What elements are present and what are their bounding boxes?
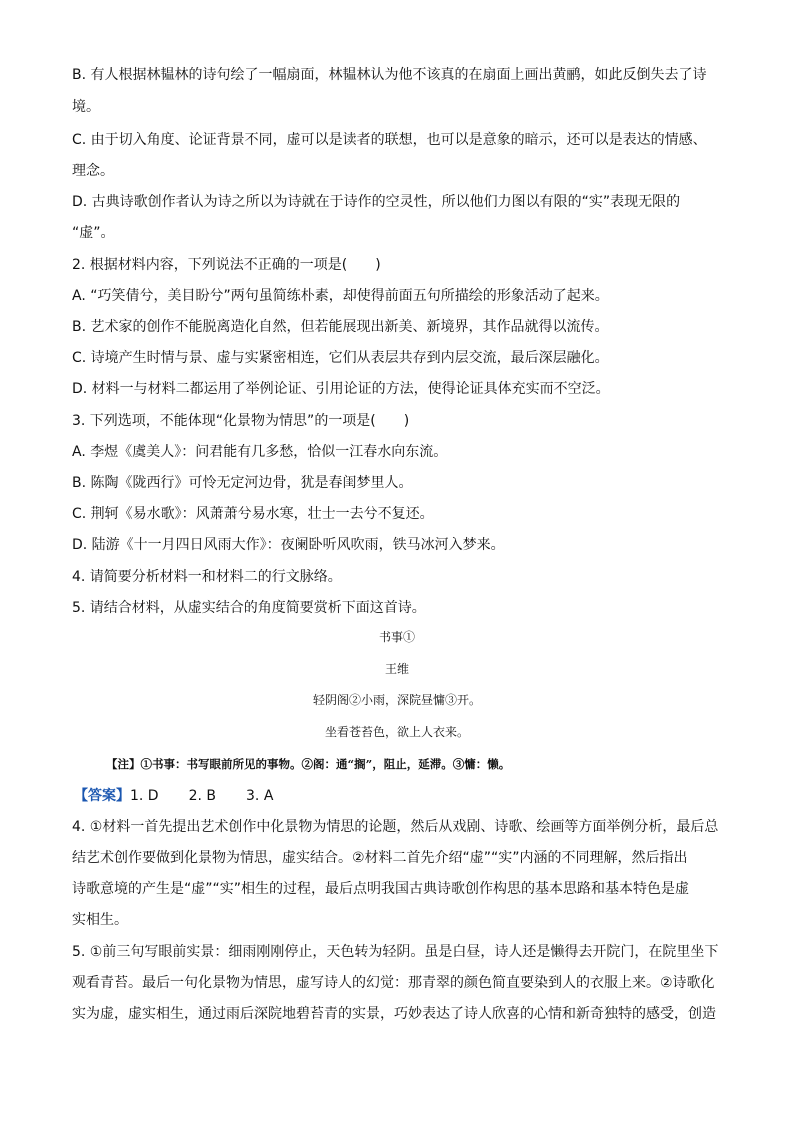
answer-3: 3. A — [246, 788, 274, 804]
answer-4-line-1: 4. ①材料一首先提出艺术创作中化景物为情思的论题，然后从戏剧、诗歌、绘画等方面举例分析，最后总 — [72, 819, 719, 835]
q2-option-d: D. 材料一与材料二都运用了举例论证、引用论证的方法，使得论证具体充实而不空泛。 — [72, 381, 610, 397]
q2-option-a: A. “巧笑倩兮，美目盼兮”两句虽简练朴素，却使得前面五句所描绘的形象活动了起来。 — [72, 288, 609, 304]
answer-1: 1. D — [130, 788, 159, 804]
answer-label: 【答案】 — [74, 788, 130, 804]
poem-line-2: 坐看苍苔色，欲上人衣来。 — [324, 725, 469, 739]
answer-summary — [74, 787, 273, 805]
q3-option-a: A. 李煜《虞美人》：问君能有几多愁，恰似一江春水向东流。 — [72, 444, 448, 460]
answer-4-line-3: 诗歌意境的产生是“虚”“实”相生的过程，最后点明我国古典诗歌创作构思的基本思路和基本特色是虚 — [72, 881, 690, 897]
q2-stem: 2. 根据材料内容，下列说法不正确的一项是( ) — [72, 257, 381, 273]
answer-4-line-2: 结艺术创作要做到化景物为情思，虚实结合。②材料二首先介绍“虚”“实”内涵的不同理解，然后指出 — [72, 850, 688, 866]
poem-author: 王维 — [384, 662, 409, 676]
q3-option-b: B. 陈陶《陇西行》可怜无定河边骨，犹是春闺梦里人。 — [72, 475, 413, 491]
q3-option-d: D. 陆游《十一月四日风雨大作》：夜阑卧听风吹雨，铁马冰河入梦来。 — [72, 537, 505, 553]
q1-option-c-line1: C. 由于切入角度、论证背景不同，虚可以是读者的联想，也可以是意象的暗示，还可以是表达的情感、 — [72, 132, 707, 148]
answer-5-line-1: 5. ①前三句写眼前实景：细雨刚刚停止，天色转为轻阴。虽是白昼，诗人还是懒得去开院门，在院里坐下 — [72, 944, 719, 960]
q1-option-d-line1: D. 古典诗歌创作者认为诗之所以为诗就在于诗作的空灵性，所以他们力图以有限的“实”表现无限的 — [72, 194, 681, 210]
q2-option-c: C. 诗境产生时情与景、虚与实紧密相连，它们从表层共存到内层交流，最后深层融化。 — [72, 350, 609, 366]
answer-4-line-4: 实相生。 — [72, 912, 128, 928]
poem-title: 书事① — [378, 630, 415, 644]
answer-5-line-2: 观看青苔。最后一句化景物为情思，虚写诗人的幻觉：那青翠的颜色简直要染到人的衣服上来。②诗歌化 — [72, 975, 715, 991]
answer-5-line-3: 实为虚，虚实相生，通过雨后深院地碧苔青的实景，巧妙表达了诗人欣喜的心情和新奇独特的感受，创造 — [72, 1006, 716, 1022]
q1-option-b-line1: B. 有人根据林韫林的诗句绘了一幅扇面，林韫林认为他不该真的在扇面上画出黄鹂，如此反倒失去了诗 — [72, 67, 707, 83]
q3-option-c: C. 荆轲《易水歌》：风萧萧兮易水寒，壮士一去兮不复还。 — [72, 506, 434, 522]
q1-option-b-line2: 境。 — [72, 99, 100, 115]
q5-stem: 5. 请结合材料，从虚实结合的角度简要赏析下面这首诗。 — [72, 600, 426, 616]
q4-stem: 4. 请简要分析材料一和材料二的行文脉络。 — [72, 569, 342, 585]
q3-stem: 3. 下列选项，不能体现“化景物为情思”的一项是( ) — [72, 413, 410, 429]
answer-2: 2. B — [188, 788, 217, 804]
poem-note: 【注】①书事：书写眼前所见的事物。②阁：通“搁”，阻止，延滞。③慵：懒。 — [106, 757, 511, 771]
poem-line-1: 轻阴阁②小雨，深院昼慵③开。 — [312, 693, 481, 707]
q1-option-c-line2: 理念。 — [72, 163, 114, 179]
q1-option-d-line2: “虚”。 — [72, 225, 115, 241]
q2-option-b: B. 艺术家的创作不能脱离造化自然，但若能展现出新美、新境界，其作品就得以流传。 — [72, 319, 609, 335]
